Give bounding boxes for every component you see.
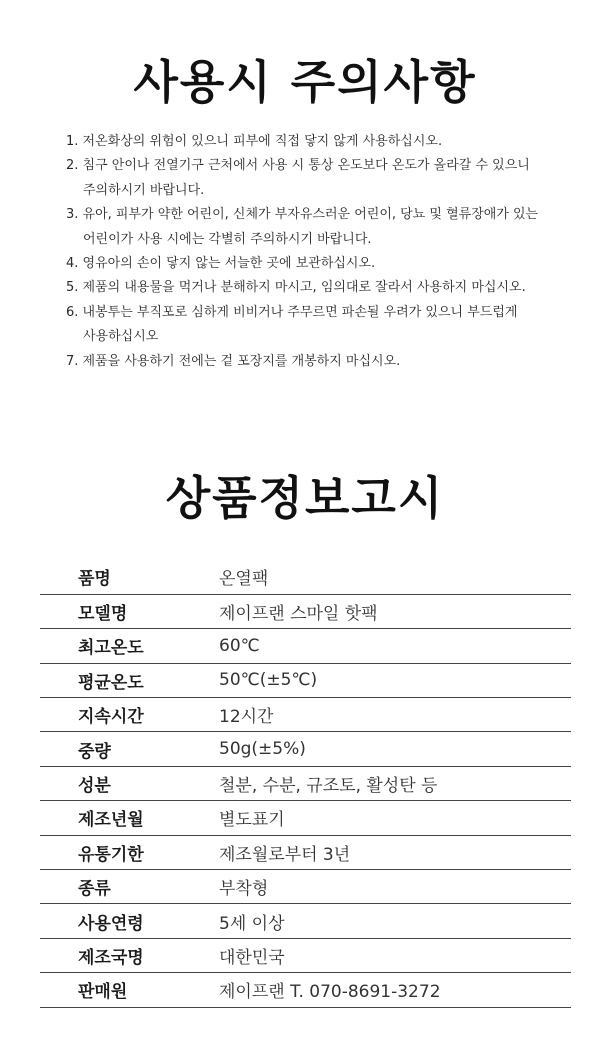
caution-item-text: 4. 영유아의 손이 닿지 않는 서늘한 곳에 보관하십시오. (66, 256, 376, 272)
info-value: 5세 이상 (219, 913, 285, 934)
info-value: 부착형 (219, 879, 269, 900)
table-row (40, 801, 571, 835)
info-key: 유통기한 (78, 844, 144, 865)
info-value: 철분, 수분, 규조토, 활성탄 등 (219, 776, 438, 797)
caution-item-text: 어린이가 사용 시에는 각별히 주의하시기 바랍니다. (83, 231, 372, 247)
caution-item-text: 사용하십시오 (83, 329, 159, 345)
table-row (40, 629, 571, 663)
caution-item-text: 3. 유아, 피부가 약한 어린이, 신체가 부자유스러운 어린이, 당뇨 및 혈류장애가 있는 (66, 207, 539, 223)
info-key: 제조국명 (78, 947, 144, 968)
info-value: 60℃ (219, 635, 260, 656)
table-row (40, 594, 571, 628)
table-row (40, 766, 571, 800)
info-value: 제조월로부터 3년 (219, 844, 351, 865)
caution-item (66, 203, 566, 252)
table-row (40, 663, 571, 697)
table-row (40, 698, 571, 732)
caution-item-text: 1. 저온화상의 위험이 있으니 피부에 직접 닿지 않게 사용하십시오. (66, 134, 443, 149)
table-row (40, 835, 571, 869)
info-value: 온열팩 (219, 569, 269, 590)
caution-item (66, 130, 566, 154)
caution-item (66, 154, 566, 203)
product-info-table (40, 560, 571, 1008)
table-row (40, 560, 571, 594)
product-info-title: 상품정보고시 (165, 471, 445, 525)
info-key: 최고온도 (78, 638, 144, 659)
info-value: 12시간 (219, 707, 274, 728)
caution-list (66, 130, 566, 374)
info-value: 별도표기 (219, 810, 285, 831)
table-row (40, 938, 571, 972)
info-key: 품명 (78, 569, 111, 590)
caution-item-text: 2. 침구 안이나 전열기구 근처에서 사용 시 통상 온도보다 온도가 올라갈 수 있으니 (66, 158, 530, 174)
info-key: 종류 (78, 879, 111, 900)
info-value: 대한민국 (219, 947, 285, 968)
info-value: 50g(±5%) (219, 739, 306, 760)
info-value: 제이프랜 T. 070-8691-3272 (219, 982, 441, 1003)
table-row (40, 973, 571, 1007)
caution-title: 사용시 주의사항 (133, 55, 477, 109)
caution-item-text: 6. 내봉투는 부직포로 심하게 비비거나 주무르면 파손될 우려가 있으니 부드럽게 (66, 304, 518, 320)
info-key: 지속시간 (78, 707, 144, 728)
info-value: 50℃(±5℃) (219, 670, 318, 691)
caution-item-text: 주의하시기 바랍니다. (83, 182, 205, 198)
info-key: 제조년월 (78, 810, 144, 831)
caution-item-text: 7. 제품을 사용하기 전에는 겉 포장지를 개봉하지 마십시오. (66, 353, 401, 369)
table-row (40, 732, 571, 766)
info-key: 판매원 (78, 982, 128, 1003)
info-key: 사용연령 (78, 913, 144, 934)
info-key: 중량 (78, 741, 111, 762)
info-value: 제이프랜 스마일 핫팩 (219, 604, 378, 625)
caution-item (66, 252, 566, 276)
info-key: 성분 (78, 776, 111, 797)
info-key: 평균온도 (78, 672, 144, 693)
caution-item (66, 276, 566, 300)
table-row (40, 904, 571, 938)
info-key: 모델명 (78, 604, 128, 625)
caution-item-text: 5. 제품의 내용물을 먹거나 분해하지 마시고, 임의대로 잘라서 사용하지 마십시오. (66, 280, 526, 296)
table-row (40, 870, 571, 904)
caution-item (66, 301, 566, 350)
caution-item (66, 350, 566, 374)
